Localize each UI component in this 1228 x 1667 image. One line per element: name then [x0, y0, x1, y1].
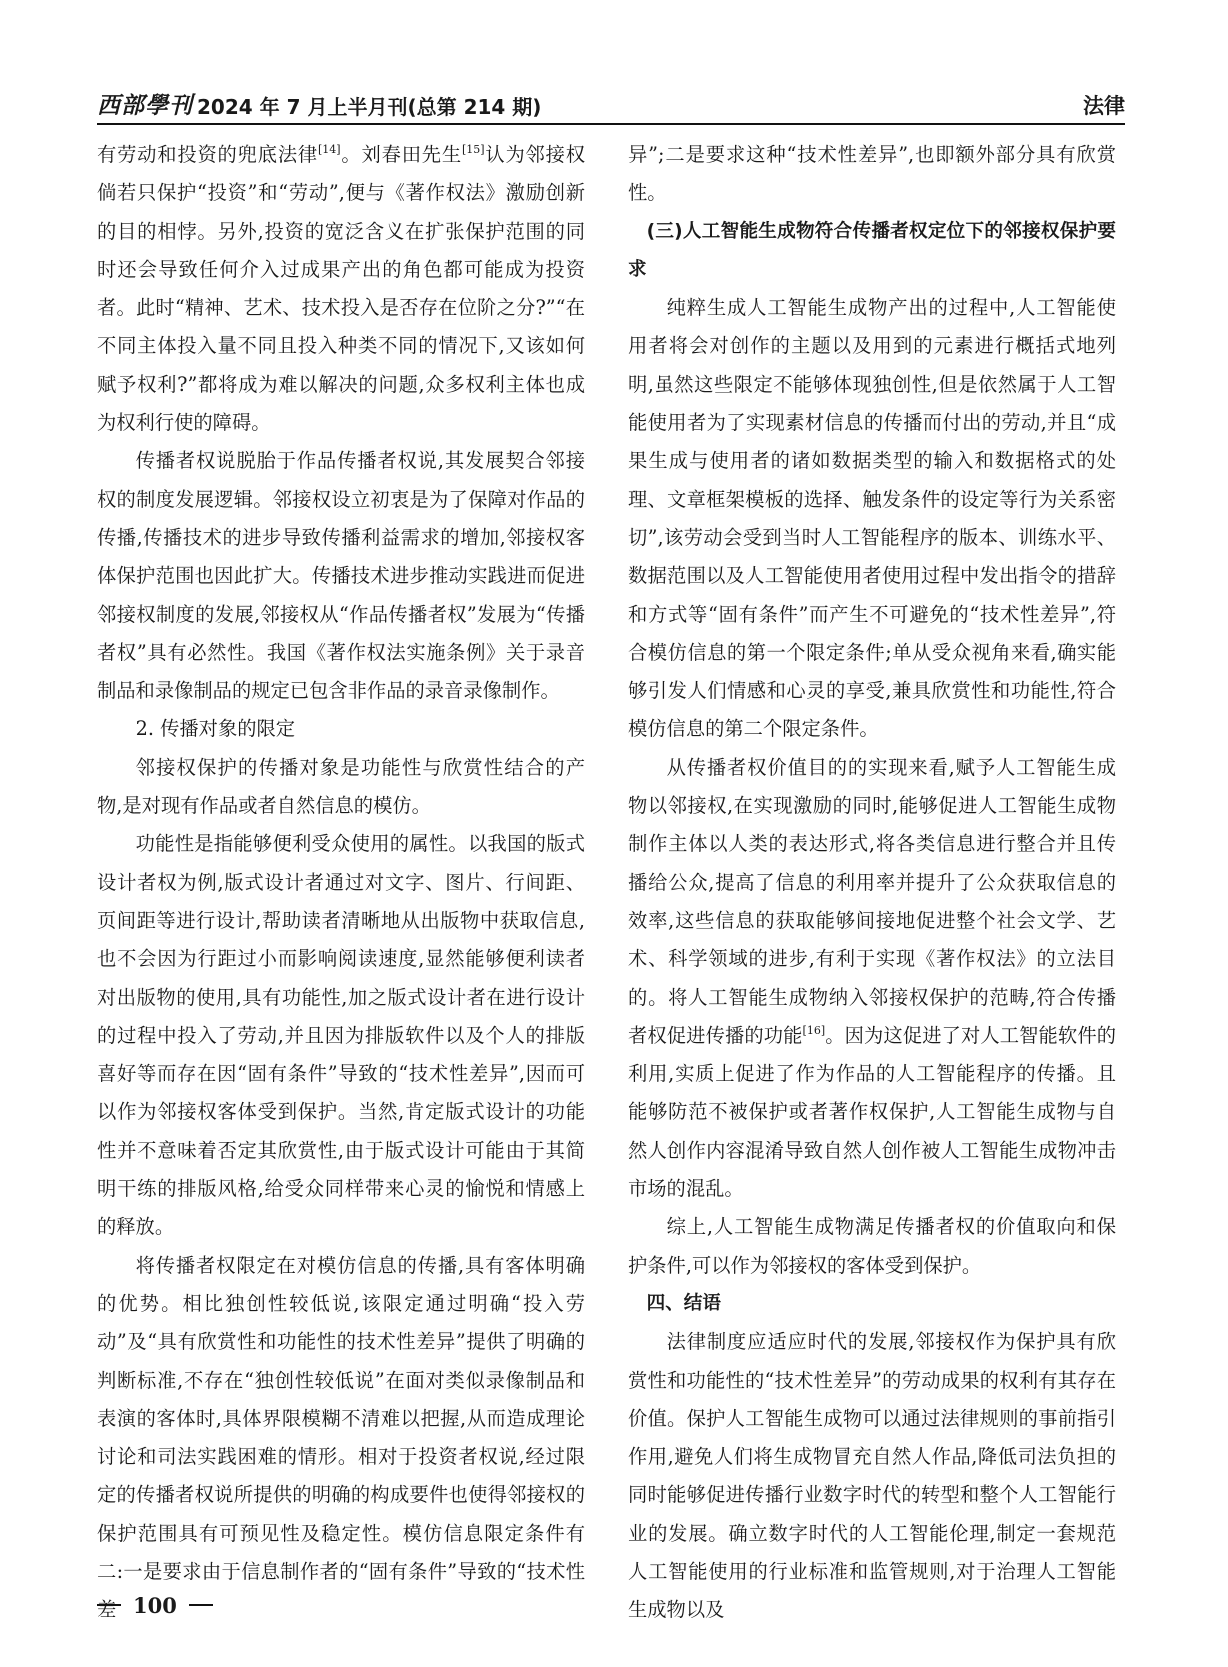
paragraph: 邻接权保护的传播对象是功能性与欣赏性结合的产物,是对现有作品或者自然信息的模仿。	[97, 755, 585, 818]
paragraph: 纯粹生成人工智能生成物产出的过程中,人工智能使用者将会对创作的主题以及用到的元素进行概括式地列明,虽然这些限定不能够体现独创性,但是依然属于人工智能使用者为了实现素材信息的传播而付出的劳动,并且“成果生成与使用者的诸如数据类型的输入和数据格式的处理、文章框架模板的选择、触发条件的设定等行为关系密切”,该劳动会受到当时人工智能程序的版本、训练水平、数据范围以及人工智能使用者使用过程中发出指令的措辞和方式等“固有条件”而产生不可避免的“技术性差异”,符合模仿信息的第一个限定条件;单从受众视角来看,确实能够引发人们情感和心灵的享受,兼具欣赏性和功能性,符合模仿信息的第二个限定条件。	[628, 296, 1116, 741]
paragraph: 有劳动和投资的兜底法律[14]。刘春田先生[15]认为邻接权倘若只保护“投资”和“劳动”,便与《著作权法》激励创新的目的相悖。另外,投资的宽泛含义在扩张保护范围的同时还会导致任何介入过成果产出的角色都可能成为投资者。此时“精神、艺术、技术投入是否存在位阶之分?”“在不同主体投入量不同且投入种类不同的情况下,又该如何赋予权利?”都将成为难以解决的问题,众多权利主体也成为权利行使的障碍。	[97, 143, 586, 435]
right-column	[628, 136, 1116, 1630]
section-heading: (三)人工智能生成物符合传播者权定位下的邻接权保护要求	[628, 220, 1116, 280]
page-number: 100	[133, 1592, 177, 1618]
journal-logo: 西部學刊	[97, 92, 193, 119]
paragraph: 将传播者权限定在对模仿信息的传播,具有客体明确的优势。相比独创性较低说,该限定通过明确“投入劳动”及“具有欣赏性和功能性的技术性差异”提供了明确的判断标准,不存在“独创性较低说”在面对类似录像制品和表演的客体时,具体界限模糊不清难以把握,从而造成理论讨论和司法实践困难的情形。相对于投资者权说,经过限定的传播者权说所提供的明确的构成要件也使得邻接权的保护范围具有可预见性及稳定性。模仿信息限定条件有二:一是要求由于信息制作者的“固有条件”导致的“技术性差	[97, 1253, 585, 1622]
citation: [14]	[318, 143, 341, 156]
citation: [15]	[461, 143, 485, 156]
left-column	[97, 136, 585, 1630]
footer-dash	[97, 1604, 121, 1606]
paragraph: 法律制度应适应时代的发展,邻接权作为保护具有欣赏性和功能性的“技术性差异”的劳动成果的权利有其存在价值。保护人工智能生成物可以通过法律规则的事前指引作用,避免人们将生成物冒充自然人作品,降低司法负担的同时能够促进传播行业数字时代的转型和整个人工智能行业的发展。确立数字时代的人工智能伦理,制定一套规范人工智能使用的行业标准和监管规则,对于治理人工智能生成物以及	[628, 1330, 1116, 1622]
header-left	[97, 87, 541, 120]
paragraph: 功能性是指能够便利受众使用的属性。以我国的版式设计者权为例,版式设计者通过对文字、图片、行间距、页间距等进行设计,帮助读者清晰地从出版物中获取信息,也不会因为行距过小而影响阅读速度,显然能够便利读者对出版物的使用,具有功能性,加之版式设计者在进行设计的过程中投入了劳动,并且因为排版软件以及个人的排版喜好等而存在因“固有条件”导致的“技术性差异”,因而可以作为邻接权客体受到保护。当然,肯定版式设计的功能性并不意味着否定其欣赏性,由于版式设计可能由于其简明干练的排版风格,给受众同样带来心灵的愉悦和情感上的释放。	[97, 832, 585, 1239]
page-footer	[97, 1588, 213, 1622]
subsection-heading: 2. 传播对象的限定	[135, 717, 296, 741]
citation: [16]	[802, 1023, 826, 1037]
header-divider	[97, 123, 1125, 125]
footer-dash	[189, 1604, 213, 1606]
issue-info: 2024 年 7 月上半月刊(总第 214 期)	[197, 95, 542, 119]
section-heading: 四、结语	[646, 1292, 721, 1314]
paragraph: 从传播者权价值目的的实现来看,赋予人工智能生成物以邻接权,在实现激励的同时,能够促进人工智能生成物制作主体以人类的表达形式,将各类信息进行整合并且传播给公众,提高了信息的利用率并提升了公众获取信息的效率,这些信息的获取能够间接地促进整个社会文学、艺术、科学领域的进步,有利于实现《著作权法》的立法目的。将人工智能生成物纳入邻接权保护的范畴,符合传播者权促进传播的功能[16]。因为这促进了对人工智能软件的利用,实质上促进了作为作品的人工智能程序的传播。且能够防范不被保护或者著作权保护,人工智能生成物与自然人创作内容混淆导致自然人创作被人工智能生成物冲击市场的混乱。	[628, 755, 1117, 1201]
paragraph: 异”;二是要求这种“技术性差异”,也即额外部分具有欣赏性。	[628, 143, 1116, 205]
paragraph: 传播者权说脱胎于作品传播者权说,其发展契合邻接权的制度发展逻辑。邻接权设立初衷是为了保障对作品的传播,传播技术的进步导致传播利益需求的增加,邻接权客体保护范围也因此扩大。传播技术进步推动实践进而促进邻接权制度的发展,邻接权从“作品传播者权”发展为“传播者权”具有必然性。我国《著作权法实施条例》关于录音制品和录像制品的规定已包含非作品的录音录像制作。	[97, 449, 585, 703]
page-header	[97, 80, 1125, 120]
section-label: 法律	[1083, 94, 1125, 118]
paragraph: 综上,人工智能生成物满足传播者权的价值取向和保护条件,可以作为邻接权的客体受到保护。	[628, 1215, 1116, 1277]
